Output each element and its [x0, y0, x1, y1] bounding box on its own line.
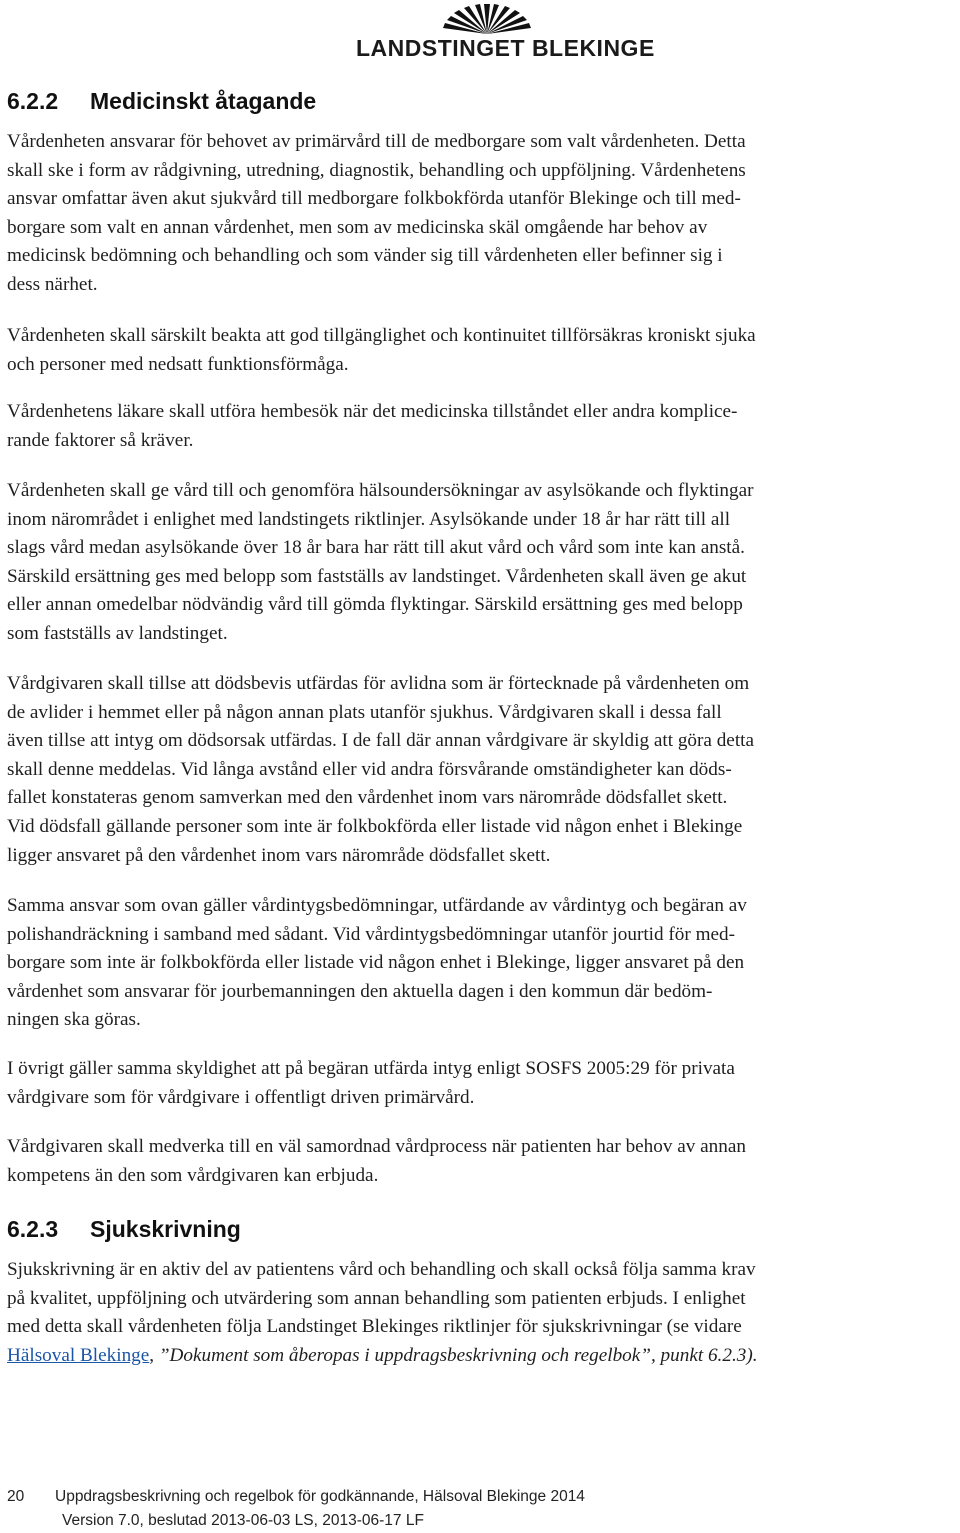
separator-text: ,: [149, 1344, 159, 1366]
text-line: ligger ansvaret på den vårdenhet inom vars närområde dödsfallet skett.: [7, 844, 551, 866]
paragraph: [7, 892, 955, 1035]
text-line: slags vård medan asylsökande över 18 år bara har rätt till akut vård och vård som inte kan anstå.: [7, 537, 745, 559]
page-number: 20: [7, 1488, 25, 1505]
text-line: borgare som inte är folkbokförda eller listade vid någon enhet i Blekinge, ligger ansvaret på den: [7, 952, 745, 974]
paragraph: [7, 477, 955, 649]
paragraph: [7, 1055, 955, 1112]
section-number: 6.2.3: [7, 1216, 59, 1242]
paragraph: [7, 398, 955, 455]
section-heading-622: [7, 88, 316, 115]
sun-rays-logo-icon: [356, 2, 618, 36]
text-line: rande faktorer så kräver.: [7, 429, 194, 451]
text-line: som fastställs av landstinget.: [7, 622, 228, 644]
footer: [7, 1488, 585, 1506]
text-line: I övrigt gäller samma skyldighet att på begäran utfärda intyg enligt SOSFS 2005:29 för privata: [7, 1058, 735, 1079]
document-reference: ”Dokument som åberopas i uppdragsbeskrivning och regelbok”, punkt 6.2.3).: [158, 1344, 758, 1366]
section-title: Sjukskrivning: [90, 1216, 241, 1242]
text-line: de avlider i hemmet eller på någon annan plats utanför sjukhus. Vårdgivaren skall i dessa fall: [7, 701, 722, 723]
text-line: på kvalitet, uppföljning och utvärdering som annan behandling som patienten erbjuds. I enlighet: [7, 1287, 746, 1309]
text-line: ansvar omfattar även akut sjukvård till medborgare folkbokförda utanför Blekinge och till med-: [7, 188, 741, 210]
halsoval-blekinge-link[interactable]: Hälsoval Blekinge: [7, 1344, 150, 1366]
text-line: skall denne meddelas. Vid långa avstånd eller vid andra försvårande omständigheter kan döds-: [7, 758, 732, 780]
section-number: 6.2.2: [7, 88, 59, 114]
text-line: ningen ska göras.: [7, 1009, 141, 1031]
paragraph: [7, 670, 955, 870]
text-line: [7, 1342, 955, 1371]
text-line: Samma ansvar som ovan gäller vårdintygsbedömningar, utfärdande av vårdintyg och begäran av: [7, 895, 747, 916]
paragraph: [7, 322, 955, 379]
paragraph: [7, 128, 955, 300]
text-line: Vårdgivaren skall tillse att dödsbevis utfärdas för avlidna som är förtecknade på vårdenheten om: [7, 673, 750, 694]
landstinget-blekinge-logo: [356, 2, 655, 68]
text-line: skall ske i form av rådgivning, utredning, diagnostik, behandling och uppföljning. Vårdenhetens: [7, 159, 746, 181]
text-line: och personer med nedsatt funktionsförmåga.: [7, 353, 349, 375]
text-line: inom närområdet i enlighet med landstingets riktlinjer. Asylsökande under 18 år har rätt till all: [7, 508, 731, 530]
section-heading-623: [7, 1216, 241, 1243]
footer-title: Uppdragsbeskrivning och regelbok för godkännande, Hälsoval Blekinge 2014: [55, 1488, 585, 1505]
text-line: även tillse att intyg om dödsorsak utfärdas. I de fall där annan vårdgivare är skyldig att göra detta: [7, 730, 755, 752]
text-line: kompetens än den som vårdgivaren kan erbjuda.: [7, 1164, 379, 1186]
text-line: Vårdenhetens läkare skall utföra hembesök när det medicinska tillståndet eller andra komplice-: [7, 401, 738, 422]
text-line: vårdenhet som ansvarar för jourbemanningen den aktuella dagen i den kommun där bedöm-: [7, 980, 713, 1002]
text-line: medicinsk bedömning och behandling och som vänder sig till vårdenheten eller befinner sig i: [7, 245, 723, 267]
text-line: Vårdgivaren skall medverka till en väl samordnad vårdprocess när patienten har behov av annan: [7, 1136, 746, 1157]
text-line: eller annan omedelbar nödvändig vård till gömda flyktingar. Särskild ersättning ges med belopp: [7, 594, 743, 616]
text-line: Sjukskrivning är en aktiv del av patientens vård och behandling och skall också följa samma krav: [7, 1259, 756, 1280]
text-line: vårdgivare som för vårdgivare i offentligt driven primärvård.: [7, 1086, 475, 1108]
text-line: fallet konstateras genom samverkan med den vårdenhet inom vars närområde dödsfallet skett.: [7, 787, 728, 809]
text-line: dess närhet.: [7, 273, 98, 295]
footer-version: Version 7.0, beslutad 2013-06-03 LS, 2013-06-17 LF: [62, 1512, 424, 1529]
paragraph: [7, 1256, 955, 1370]
text-line: Vid dödsfall gällande personer som inte är folkbokförda eller listade vid någon enhet i Blekinge: [7, 815, 743, 837]
text-line: borgare som valt en annan vårdenhet, men som av medicinska skäl omgående har behov av: [7, 216, 708, 238]
text-line: Vårdenheten skall ge vård till och genomföra hälsoundersökningar av asylsökande och flyktingar: [7, 480, 754, 501]
text-line: Vårdenheten skall särskilt beakta att god tillgänglighet och kontinuitet tillförsäkras kroniskt sjuka: [7, 325, 756, 346]
section-title: Medicinskt åtagande: [90, 88, 317, 114]
text-line: polishandräckning i samband med sådant. Vid vårdintygsbedömningar utanför jourtid för med-: [7, 923, 735, 945]
paragraph: [7, 1133, 955, 1190]
logo-text: LANDSTINGET BLEKINGE: [356, 35, 655, 61]
text-line: med detta skall vårdenheten följa Landstinget Blekinges riktlinjer för sjukskrivningar (se vidare: [7, 1316, 742, 1338]
text-line: Särskild ersättning ges med belopp som fastställs av landstinget. Vårdenheten skall även ge akut: [7, 565, 747, 587]
text-line: Vårdenheten ansvarar för behovet av primärvård till de medborgare som valt vårdenheten. Detta: [7, 131, 746, 152]
